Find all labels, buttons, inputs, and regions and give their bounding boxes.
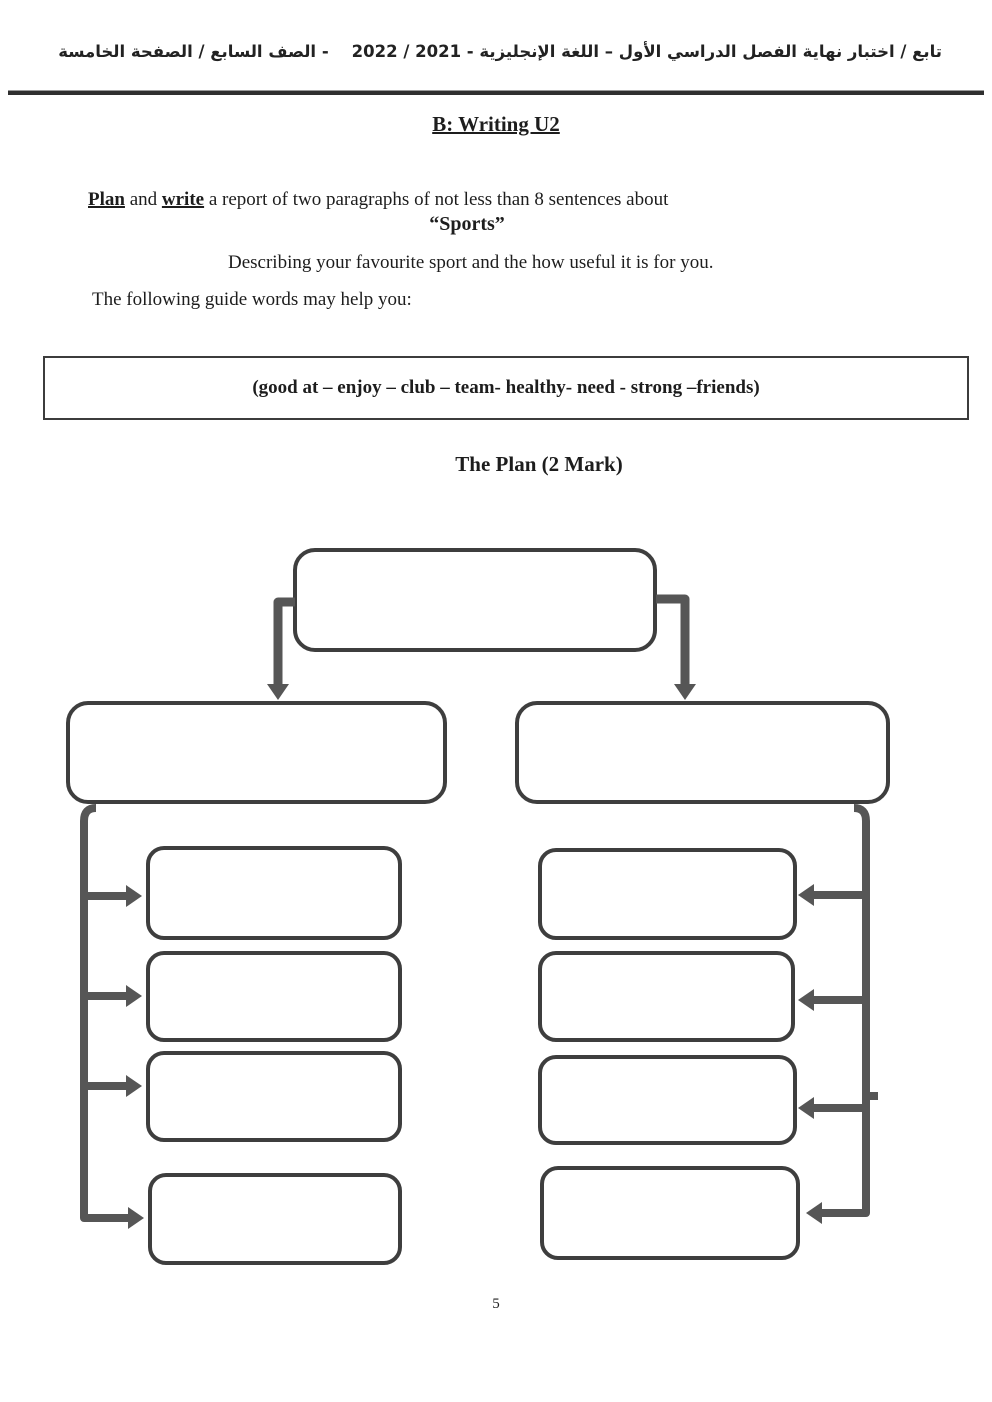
guide-words-box [43,356,969,420]
header-divider [8,90,984,95]
essay-topic: “Sports” [429,213,505,235]
arabic-page-header: تابع / اختبار نهاية الفصل الدراسي الأول – اللغة الإنجليزية - 2021 / 2022 - الصف السابع / الصفحة الخامسة [58,42,942,61]
left-column-connector [84,808,144,1229]
plan-left-branch-box [68,703,445,802]
plan-left-item-box-1 [148,848,400,938]
right-arrow-2 [798,989,866,1011]
plan-right-item-box-2 [540,953,793,1040]
left-arrow-2 [84,985,142,1007]
left-arrow-3 [84,1075,142,1097]
task-instruction [88,189,668,211]
plan-heading: The Plan (2 Mark) [455,452,623,476]
task-keyword-plan: Plan [88,189,125,210]
down-arrow-left [267,602,295,700]
task-text-rest: a report of two paragraphs of not less than 8 sentences about [204,189,669,210]
plan-left-item-box-3 [148,1053,400,1140]
right-column-connector [806,808,878,1224]
section-title: B: Writing U2 [432,112,560,136]
task-text-and: and [124,189,162,210]
plan-right-item-box-3 [540,1057,795,1143]
task-keyword-write: write [161,189,205,210]
topic-description: Describing your favourite sport and the how useful it is for you. [228,252,714,273]
plan-right-branch-box [517,703,888,802]
down-arrow-right [656,599,696,700]
plan-flowchart [0,540,992,1285]
plan-right-item-box-4 [542,1168,798,1258]
plan-left-item-box-4 [150,1175,400,1263]
guide-words-intro: The following guide words may help you: [92,289,412,310]
connector-joint-stub [866,1092,878,1100]
page-number: 5 [492,1296,500,1312]
plan-right-item-box-1 [540,850,795,938]
left-arrow-1 [84,885,142,907]
right-arrow-1 [798,884,866,906]
plan-left-item-box-2 [148,953,400,1040]
plan-top-box [295,550,655,650]
right-arrow-3 [798,1097,866,1119]
guide-words-text: (good at – enjoy – club – team- healthy- need - strong –friends) [252,377,760,398]
